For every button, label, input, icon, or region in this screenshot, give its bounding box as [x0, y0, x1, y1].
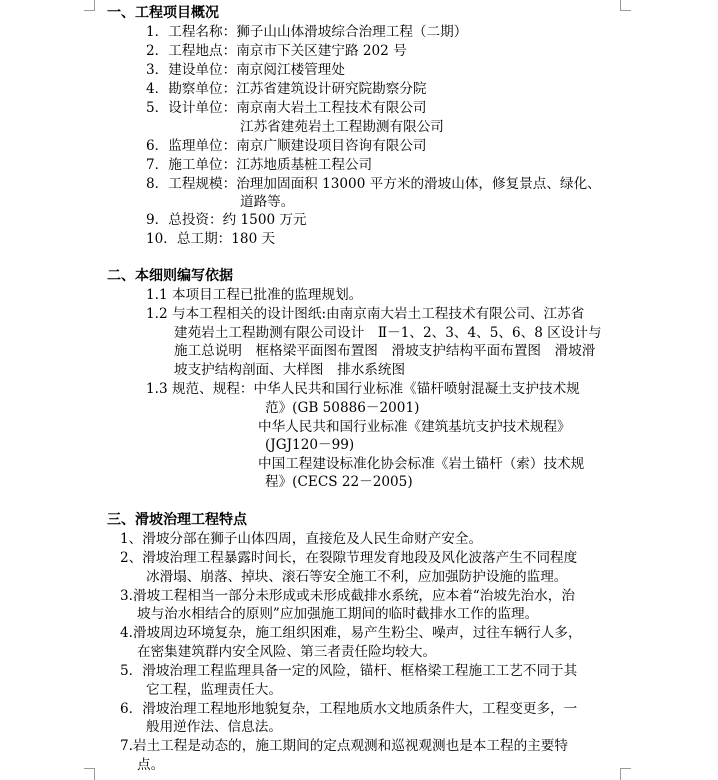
standard-item: 中国工程建设标准化协会标准《岩土锚杆（索）技术规 [258, 456, 585, 472]
basis-item-cont: 施工总说明 框格梁平面图布置图 滑坡支护结构平面布置图 滑坡滑 [174, 343, 596, 359]
feature-item: 3.滑坡工程相当一部分未形成或未形成截排水系统，应本着“治坡先治水，治 [120, 588, 575, 604]
section-heading: 二、本细则编写依据 [107, 268, 233, 284]
survey-unit: 4．勘察单位：江苏省建筑设计研究院勘察分院 [146, 81, 427, 97]
project-scale-cont: 道路等。 [240, 194, 295, 210]
standard-code: (JGJ120－99) [265, 437, 355, 453]
section-heading: 一、工程项目概况 [107, 5, 219, 21]
feature-item: 7.岩土工程是动态的，施工期间的定点观测和巡视观测也是本工程的主要特 [120, 738, 568, 754]
supervision-unit: 6．监理单位：南京广顺建设项目咨询有限公司 [146, 138, 427, 154]
owner-unit: 3．建设单位：南京阅江楼管理处 [146, 62, 345, 78]
feature-item: 2、滑坡治理工程暴露时间长，在裂隙节理发育地段及风化波落产生不同程度 [120, 550, 578, 566]
construction-unit: 7．施工单位：江苏地质基桩工程公司 [146, 157, 373, 173]
basis-item-cont: 坡支护结构剖面、大样图 排水系统图 [174, 362, 406, 378]
project-scale: 8．工程规模：治理加固面积 13000 平方米的滑坡山体，修复景点、绿化、 [146, 176, 601, 192]
project-location: 2．工程地点：南京市下关区建宁路 202 号 [146, 43, 407, 59]
feature-item-cont: 般用逆作法、信息法。 [146, 719, 282, 735]
design-unit-second: 江苏省建苑岩土工程勘测有限公司 [240, 119, 444, 135]
standard-code: 范》(GB 50886－2001) [265, 400, 420, 416]
basis-item-cont: 建苑岩土工程勘测有限公司设计 Ⅱ－1、2、3、4、5、6、8 区设计与 [174, 325, 602, 341]
basis-item: 1.3 规范、规程：中华人民共和国行业标准《锚杆喷射混凝土支护技术规 [146, 381, 580, 397]
feature-item-cont: 冰滑塌、崩落、掉块、滚石等安全施工不利，应加强防护设施的监理。 [146, 569, 568, 585]
basis-item: 1.2 与本工程相关的设计图纸:由南京南大岩土工程技术有限公司、江苏省 [146, 306, 585, 322]
total-duration: 10．总工期：180 天 [146, 231, 276, 247]
design-unit: 5．设计单位：南京南大岩土工程技术有限公司 [146, 100, 427, 116]
project-name: 1．工程名称：狮子山山体滑坡综合治理工程（二期） [146, 24, 468, 40]
feature-item-cont: 点。 [137, 757, 165, 773]
total-investment: 9．总投资：约 1500 万元 [146, 212, 307, 228]
feature-item-cont: 在密集建筑群内安全风险、第三者责任险均较大。 [137, 644, 437, 660]
feature-item: 1、滑坡分部在狮子山体四周，直接危及人民生命财产安全。 [120, 531, 483, 547]
section-heading: 三、滑坡治理工程特点 [107, 512, 247, 528]
standard-item: 中华人民共和国行业标准《建筑基坑支护技术规程》 [258, 419, 571, 435]
basis-item: 1.1 本项目工程已批准的监理规划。 [146, 287, 363, 303]
feature-item: 6．滑坡治理工程地形地貌复杂，工程地质水文地质条件大，工程变更多，一 [120, 701, 578, 717]
feature-item: 5．滑坡治理工程监理具备一定的风险，锚杆、框格梁工程施工工艺不同于其 [120, 663, 578, 679]
feature-item: 4.滑坡周边环境复杂，施工组织困难，易产生粉尘、噪声，过往车辆行人多， [120, 625, 582, 641]
standard-code: 程》(CECS 22－2005) [265, 474, 413, 490]
feature-item-cont: 它工程，监理责任大。 [146, 682, 282, 698]
feature-item-cont: 坡与治水相结合的原则”应加强施工期间的临时截排水工作的监理。 [137, 606, 539, 622]
